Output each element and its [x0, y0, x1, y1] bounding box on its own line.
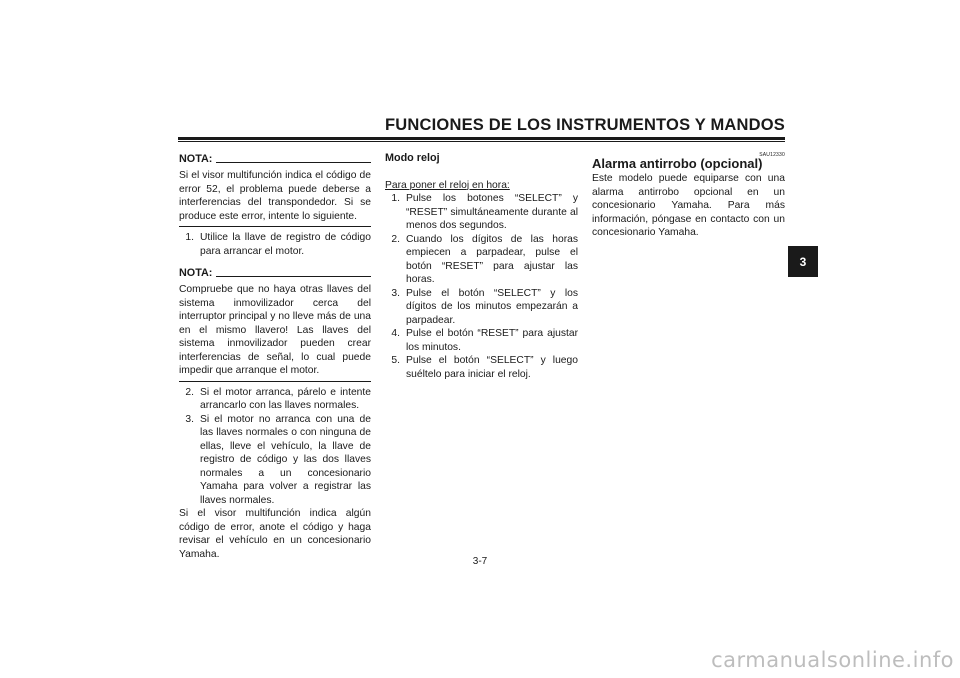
step-text: Pulse el botón “RESET” para ajustar los minutos.: [406, 328, 578, 353]
list-item: [179, 413, 371, 508]
section-code: SAU12330: [759, 152, 785, 158]
column-middle: [385, 152, 578, 381]
alarm-paragraph: Este modelo puede equiparse con una alarma antirrobo opcional en un concesionario Yamaha. Para más información, póngase en contacto con un concesionario Yamaha.: [592, 173, 785, 238]
header-rule: [178, 137, 785, 140]
list-item: [385, 287, 578, 328]
list-item: [179, 231, 371, 258]
step-number: 2.: [391, 233, 400, 245]
step-number: 5.: [391, 355, 400, 366]
note-rule: [216, 162, 371, 163]
closing-paragraph: Si el visor multifunción indica algún código de error, anote el código y haga revisar el vehículo en un concesionario Yamaha.: [179, 508, 371, 560]
step-text: Si el motor no arranca con una de las llaves normales o con ninguna de ellas, lleve el vehículo, la llave de registro de código y las dos llaves normales a un concesionario Yamaha para volver a registrar las llaves normales.: [200, 413, 371, 506]
chapter-tab: 3: [788, 246, 818, 277]
step-text: Pulse los botones “SELECT” y “RESET” simultáneamente durante al menos dos segundos.: [406, 193, 578, 231]
note-label: NOTA:: [179, 266, 213, 279]
column-left: [179, 152, 371, 561]
note-end-rule: [179, 226, 371, 227]
step-text: Si el motor arranca, párelo e intente arrancarlo con las llaves normales.: [200, 386, 371, 411]
page-number: 3-7: [472, 556, 488, 567]
step-number: 1.: [185, 232, 194, 243]
note-block-1: [179, 152, 371, 227]
page-title: FUNCIONES DE LOS INSTRUMENTOS Y MANDOS: [385, 116, 785, 134]
column-right: [592, 152, 785, 240]
step-text: Utilice la llave de registro de código para arrancar el motor.: [200, 232, 371, 257]
section-heading-clock: Modo reloj: [385, 152, 440, 164]
list-item: [179, 386, 371, 413]
note-block-2: [179, 266, 371, 382]
note-text: Si el visor multifunción indica el código de error 52, el problema puede deberse a interferencias del transpondedor. Si se produce este error, intente lo siguiente.: [179, 170, 371, 222]
list-item: [385, 192, 578, 233]
steps-list-a: [179, 231, 371, 258]
list-item: [385, 327, 578, 354]
note-rule: [216, 276, 371, 277]
procedure-subheading: Para poner el reloj en hora:: [385, 179, 510, 191]
note-text: Compruebe que no haya otras llaves del sistema inmovilizador cerca del interruptor principal y no lleve más de una en el mismo llavero! Las llaves del sistema inmovilizador pueden crear interferencias de señal, lo cual puede impedir que arranque el motor.: [179, 284, 371, 376]
clock-steps-list: [385, 192, 578, 381]
step-text: Pulse el botón “SELECT” y los dígitos de los minutos empezarán a parpadear.: [406, 287, 578, 326]
step-text: Cuando los dígitos de las horas empiecen a parpadear, pulse el botón “RESET” para ajustar las horas.: [406, 233, 578, 285]
step-text: Pulse el botón “SELECT” y luego suéltelo para iniciar el reloj.: [406, 355, 578, 380]
steps-list-b: [179, 386, 371, 508]
step-number: 2.: [185, 386, 194, 398]
step-number: 3.: [391, 287, 400, 299]
list-item: [385, 233, 578, 287]
list-item: [385, 354, 578, 381]
step-number: 4.: [391, 328, 400, 339]
watermark: carmanualsonline.info: [711, 648, 954, 672]
step-number: 3.: [185, 413, 194, 425]
note-label: NOTA:: [179, 152, 213, 165]
header-rule-thin: [178, 141, 785, 142]
note-end-rule: [179, 381, 371, 382]
section-heading-alarm: Alarma antirrobo (opcional): [592, 156, 763, 171]
step-number: 1.: [391, 193, 400, 204]
